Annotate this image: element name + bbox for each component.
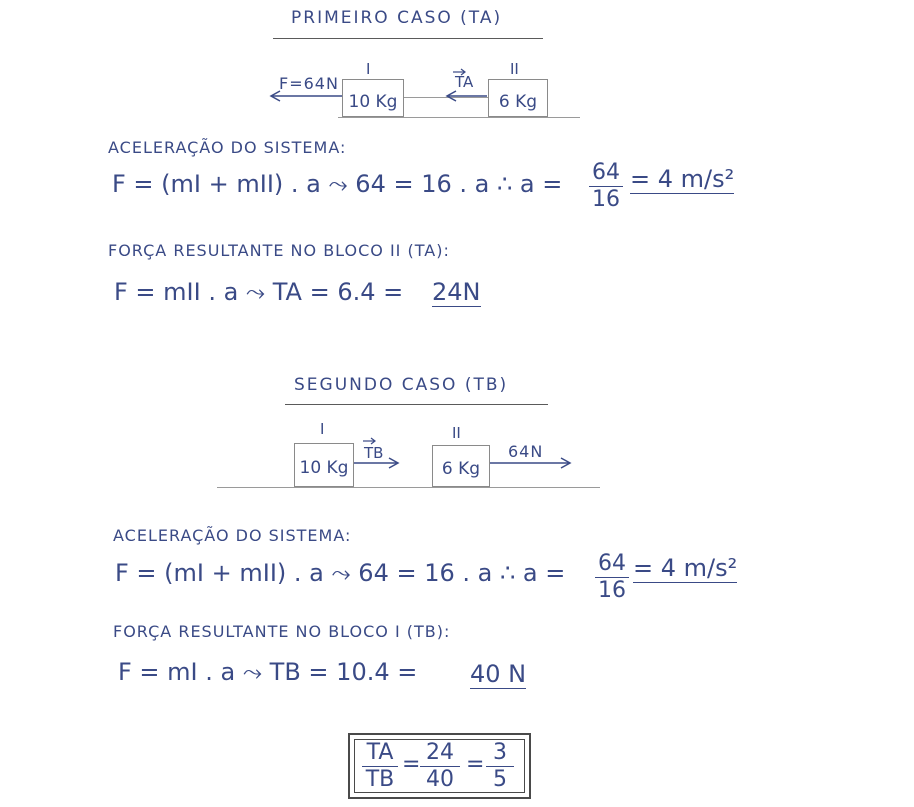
case1-accel-equation: F = (mI + mII) . a ⤳ 64 = 16 . a ∴ a = bbox=[112, 170, 563, 198]
case1-ground-line bbox=[338, 117, 580, 118]
result-lhs-num: TA bbox=[366, 740, 394, 765]
case2-force-heading: FORÇA RESULTANTE NO BLOCO I (TB): bbox=[113, 622, 451, 641]
case2-tension-vector-icon bbox=[362, 437, 376, 445]
case2-block2 bbox=[432, 445, 490, 487]
case1-accel-frac-num: 64 bbox=[592, 160, 620, 185]
case2-accel-fraction bbox=[595, 552, 629, 603]
case1-tension-label: TA bbox=[455, 73, 474, 91]
result-lhs-den: TB bbox=[365, 767, 395, 793]
result-equals-2: = bbox=[466, 752, 485, 777]
case2-accel-result: = 4 m/s² bbox=[633, 554, 738, 582]
case1-tension-vector-icon bbox=[452, 68, 466, 76]
case2-accel-equation: F = (mI + mII) . a ⤳ 64 = 16 . a ∴ a = bbox=[115, 559, 566, 587]
case1-block1-numeral: I bbox=[366, 60, 371, 78]
case1-tension-arrow-icon bbox=[445, 90, 487, 102]
result-box bbox=[348, 733, 531, 799]
result-rhs-den: 5 bbox=[493, 767, 507, 793]
case1-force-equation: F = mII . a ⤳ TA = 6.4 = bbox=[114, 278, 404, 306]
case2-block1 bbox=[294, 443, 354, 487]
case1-accel-result: = 4 m/s² bbox=[630, 165, 735, 193]
case2-block2-mass: 6 Kg bbox=[441, 459, 481, 479]
result-mid-fraction bbox=[420, 741, 460, 792]
result-equals-1: = bbox=[402, 752, 421, 777]
case1-force-arrow-icon bbox=[268, 90, 342, 102]
case1-block2-numeral: II bbox=[510, 60, 519, 78]
case1-block1 bbox=[342, 79, 404, 117]
case1-block2 bbox=[488, 79, 548, 117]
case1-block2-mass: 6 Kg bbox=[498, 92, 538, 112]
result-rhs-num: 3 bbox=[493, 740, 507, 765]
case2-block1-mass: 10 Kg bbox=[299, 458, 349, 478]
case2-force-equation: F = mI . a ⤳ TB = 10.4 = bbox=[118, 658, 418, 686]
case2-ground-line bbox=[217, 487, 600, 488]
case2-tension-label: TB bbox=[364, 444, 384, 462]
case1-force-label: F=64N bbox=[279, 74, 339, 93]
case2-block1-numeral: I bbox=[320, 420, 325, 438]
case1-accel-fraction bbox=[589, 161, 623, 212]
result-mid-num: 24 bbox=[426, 740, 454, 765]
case1-block1-mass: 10 Kg bbox=[348, 92, 398, 112]
case1-force-result: 24N bbox=[432, 278, 481, 306]
case2-force-arrow-icon bbox=[490, 457, 572, 469]
case2-tension-arrow-icon bbox=[354, 457, 400, 469]
case2-force-label: 64N bbox=[508, 442, 544, 461]
case1-accel-heading: ACELERAÇÃO DO SISTEMA: bbox=[108, 138, 347, 157]
case2-accel-frac-den: 16 bbox=[598, 578, 626, 604]
case1-force-heading: FORÇA RESULTANTE NO BLOCO II (TA): bbox=[108, 241, 450, 260]
case1-title: PRIMEIRO CASO (TA) bbox=[291, 8, 503, 28]
case1-accel-frac-den: 16 bbox=[592, 187, 620, 213]
case2-block2-numeral: II bbox=[452, 424, 461, 442]
result-mid-den: 40 bbox=[426, 767, 454, 793]
case1-title-underline bbox=[273, 38, 543, 39]
case2-force-result: 40 N bbox=[470, 660, 527, 688]
case2-title-underline bbox=[285, 404, 548, 405]
result-lhs-fraction bbox=[362, 741, 398, 792]
case2-accel-frac-num: 64 bbox=[598, 551, 626, 576]
result-rhs-fraction bbox=[486, 741, 514, 792]
case2-title: SEGUNDO CASO (TB) bbox=[294, 375, 509, 395]
case2-accel-heading: ACELERAÇÃO DO SISTEMA: bbox=[113, 526, 352, 545]
